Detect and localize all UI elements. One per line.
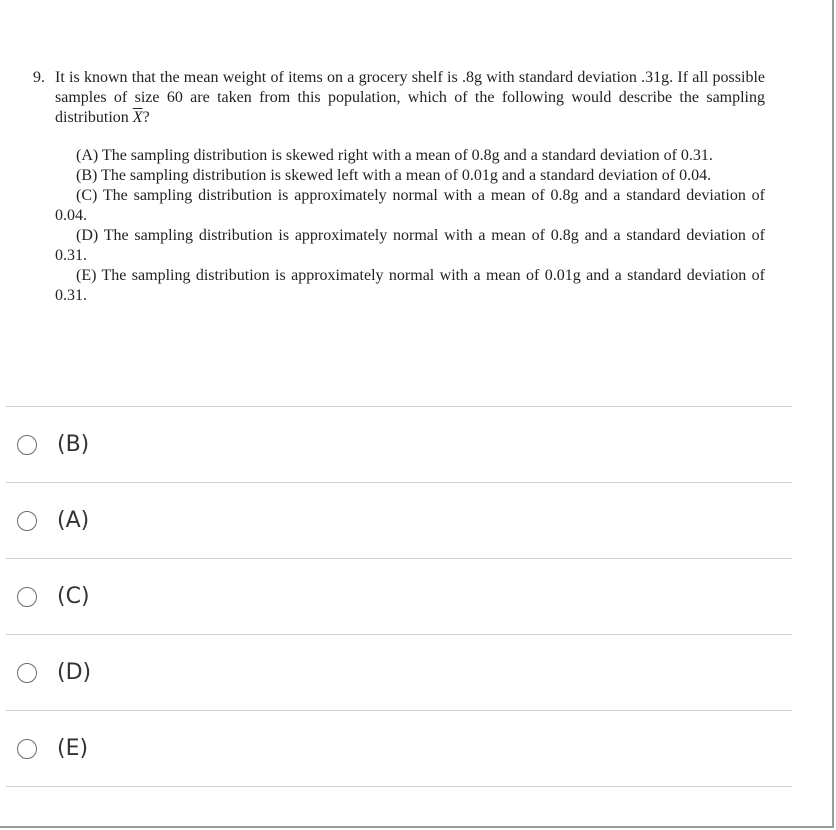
question-block [33,68,765,306]
radio-button[interactable] [17,587,37,607]
question-row [33,68,765,128]
answer-choice-c[interactable] [6,558,792,634]
option-a-text: (A) The sampling distribution is skewed right with a mean of 0.8g and a standard deviation of 0.31. [76,147,713,164]
answer-choices [6,406,792,787]
question-stem-text: It is known that the mean weight of items on a grocery shelf is .8g with standard deviation .31g. If all possible samples of size 60 are taken from this population, which of the following would describe the sampling distribution [55,69,765,126]
radio-button[interactable] [17,739,37,759]
question-options [55,146,765,306]
answer-choice-b[interactable] [6,406,792,482]
answer-label: (E) [57,736,89,761]
answer-choice-a[interactable] [6,482,792,558]
answer-choice-e[interactable] [6,710,792,787]
option-e-text: (E) The sampling distribution is approximately normal with a mean of 0.01g and a standard deviation of 0.31. [55,267,765,304]
answer-label: (A) [57,508,90,533]
answer-choice-d[interactable] [6,634,792,710]
answer-label: (C) [57,584,90,609]
option-b-text: (B) The sampling distribution is skewed left with a mean of 0.01g and a standard deviation of 0.04. [76,167,712,184]
radio-button[interactable] [17,435,37,455]
option-c-text: (C) The sampling distribution is approximately normal with a mean of 0.8g and a standard deviation of 0.04. [55,187,765,224]
answer-label: (B) [57,432,90,457]
question-stem [55,68,765,128]
question-stem-end: ? [142,109,150,126]
question-number: 9. [33,69,45,86]
x-bar-symbol: $\overline{X}$ [132,109,143,126]
radio-button[interactable] [17,663,37,683]
answer-label: (D) [57,660,92,685]
option-d-text: (D) The sampling distribution is approximately normal with a mean of 0.8g and a standard deviation of 0.31. [55,227,765,264]
radio-button[interactable] [17,511,37,531]
